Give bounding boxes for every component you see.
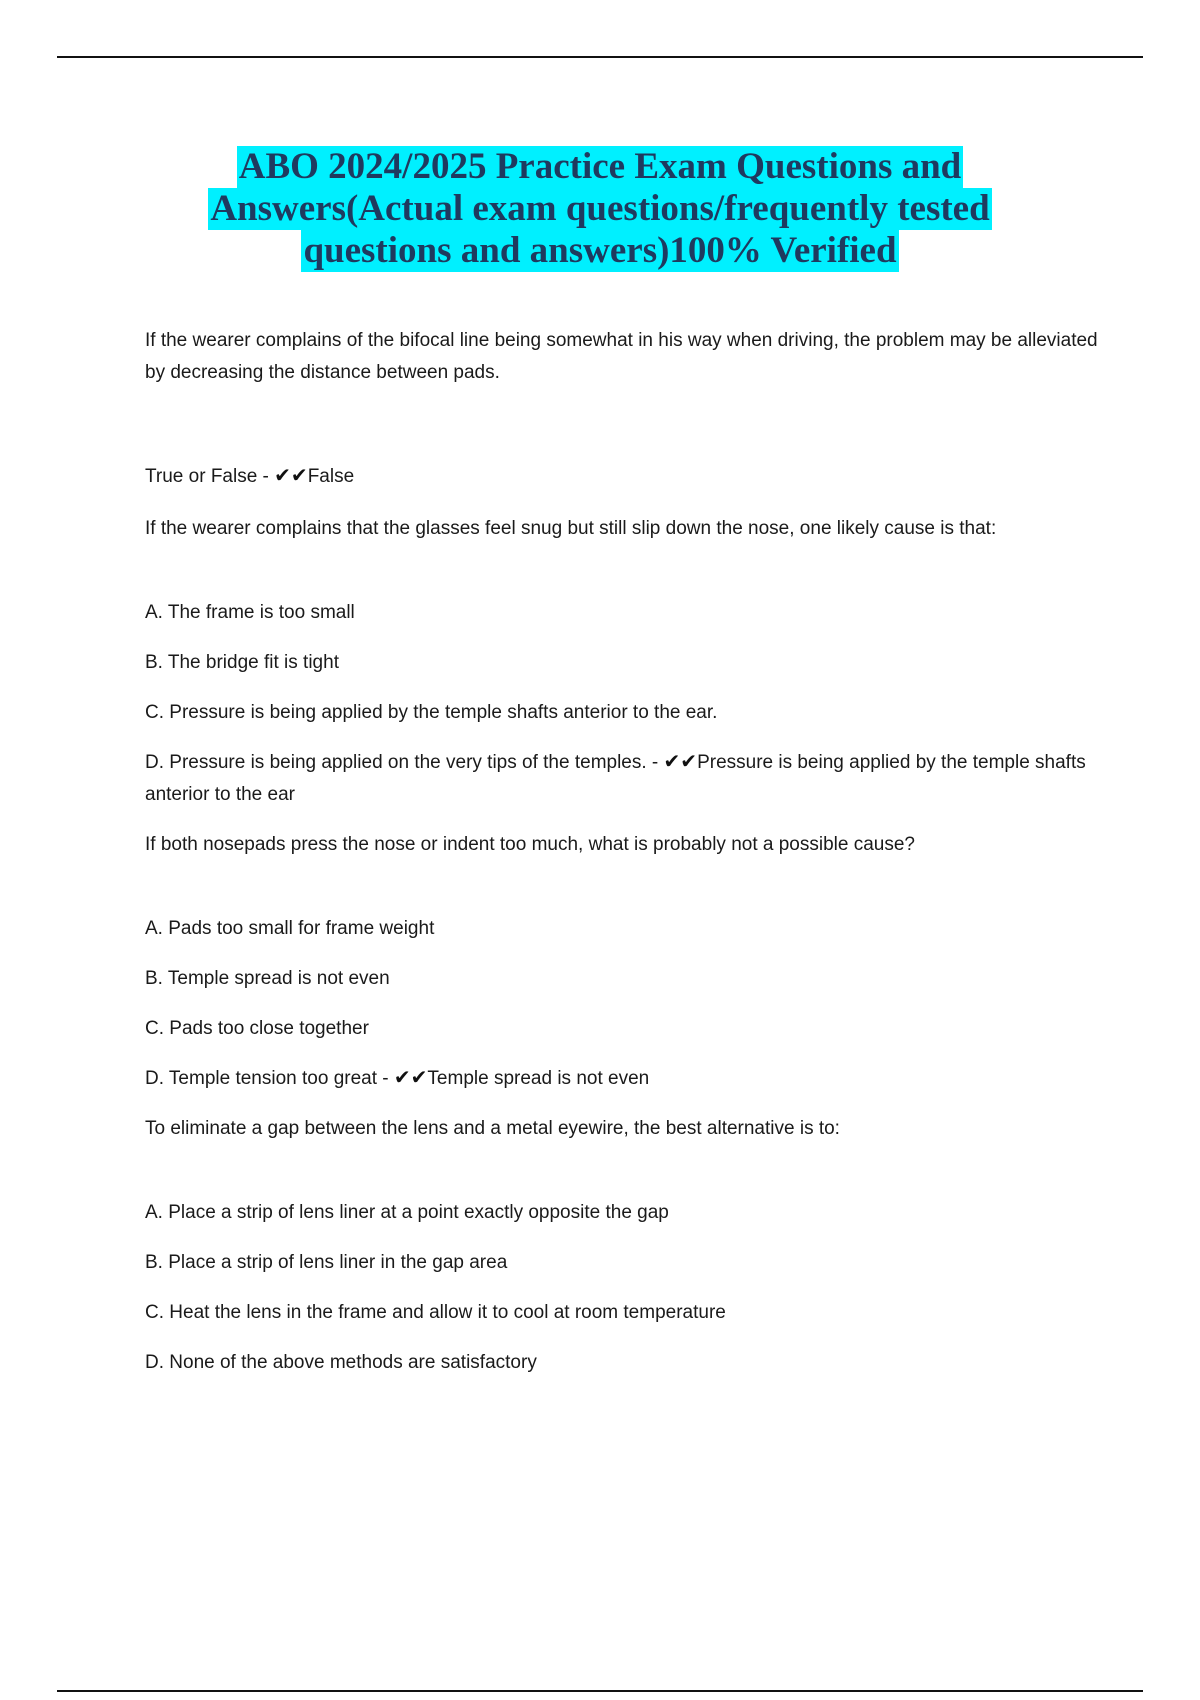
double-check-icon: ✔✔ [663,751,698,773]
question-1-answer: False [307,466,355,487]
question-2-option-b: B. The bridge fit is tight [145,652,339,673]
question-2-option-d [145,747,1105,811]
document-title [100,146,1100,272]
question-2-option-c: C. Pressure is being applied by the temple shafts anterior to the ear. [145,702,718,723]
question-3-option-d [145,1063,1105,1095]
question-4-option-b: B. Place a strip of lens liner in the gap area [145,1252,508,1273]
double-check-icon: ✔✔ [274,465,308,487]
question-2-option-d-label: D. Pressure is being applied on the very tips of the temples. - [145,752,664,773]
top-rule [57,56,1143,58]
question-3-option-a: A. Pads too small for frame weight [145,918,435,939]
question-2-option-a: A. The frame is too small [145,602,355,623]
question-1-text: If the wearer complains of the bifocal line being somewhat in his way when driving, the problem may be alleviated by decreasing the distance between pads. [145,330,1098,383]
question-4-option-a: A. Place a strip of lens liner at a point exactly opposite the gap [145,1202,669,1223]
question-1-prompt: True or False - [145,466,275,487]
question-1-answer-line [145,461,1105,493]
title-line-2: Answers(Actual exam questions/frequently tested [210,188,990,229]
question-4-text: To eliminate a gap between the lens and a metal eyewire, the best alternative is to: [145,1118,840,1139]
question-2-text: If the wearer complains that the glasses feel snug but still slip down the nose, one likely cause is that: [145,518,997,539]
bottom-rule [57,1690,1143,1692]
question-2-answer: Pressure is being applied by the temple shafts anterior to the ear [145,752,1086,805]
title-line-1: ABO 2024/2025 Practice Exam Questions and [238,146,962,187]
question-3-answer: Temple spread is not even [427,1068,650,1089]
double-check-icon: ✔✔ [393,1067,428,1089]
title-line-3: questions and answers)100% Verified [303,230,897,271]
question-3-option-c: C. Pads too close together [145,1018,369,1039]
question-3-option-b: B. Temple spread is not even [145,968,390,989]
question-list [145,325,1105,1379]
question-3-option-d-label: D. Temple tension too great - [145,1068,394,1089]
question-3-text: If both nosepads press the nose or indent too much, what is probably not a possible cause? [145,834,915,855]
question-4-option-c: C. Heat the lens in the frame and allow it to cool at room temperature [145,1302,726,1323]
question-4-option-d: D. None of the above methods are satisfactory [145,1352,537,1373]
